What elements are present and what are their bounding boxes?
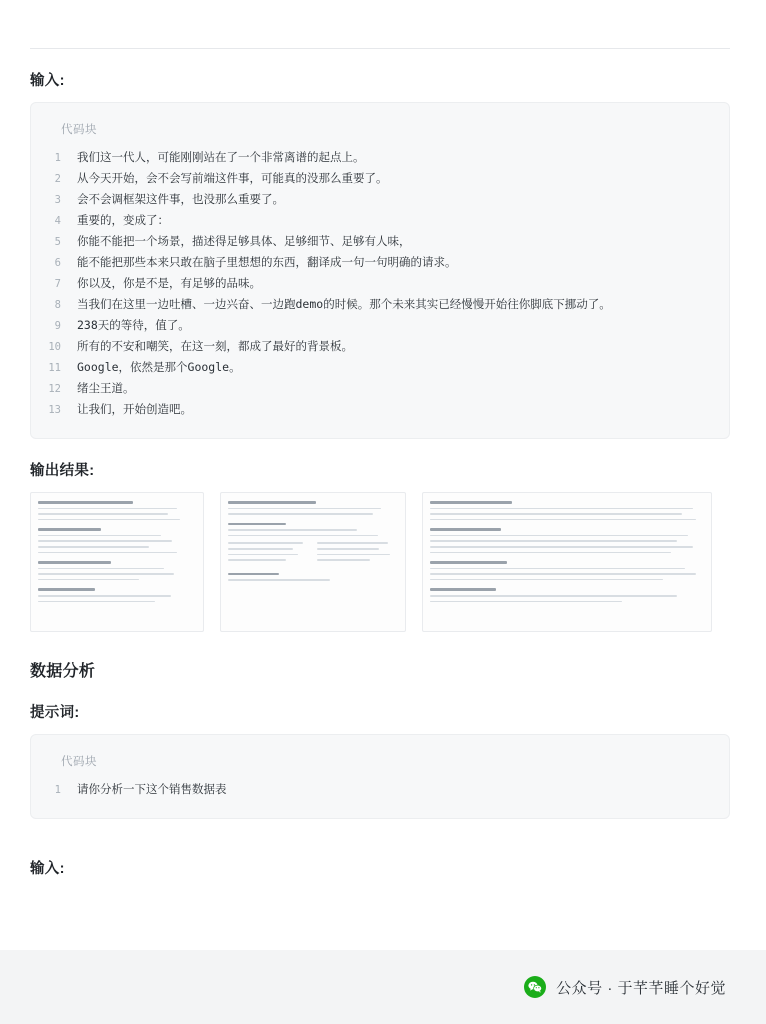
code-line-number: 8 bbox=[54, 298, 61, 311]
code-line-number: 9 bbox=[54, 319, 61, 332]
code-line-number: 1 bbox=[54, 783, 61, 796]
code-line bbox=[31, 210, 729, 231]
code-line-text: 能不能把那些本来只敢在脑子里想想的东西，翻译成一句一句明确的请求。 bbox=[77, 254, 457, 269]
code-line-text: 我们这一代人，可能刚刚站在了一个非常离谱的起点上。 bbox=[77, 149, 365, 164]
output-thumbnails bbox=[30, 492, 736, 632]
output-thumbnail-3[interactable] bbox=[422, 492, 712, 632]
codeblock-input-1 bbox=[30, 102, 730, 439]
code-line-number: 2 bbox=[54, 172, 61, 185]
code-line bbox=[31, 252, 729, 273]
code-line-number: 11 bbox=[48, 361, 61, 374]
code-line bbox=[31, 294, 729, 315]
code-line-number: 3 bbox=[54, 193, 61, 206]
code-line-number: 12 bbox=[48, 382, 61, 395]
code-line-number: 5 bbox=[54, 235, 61, 248]
output-thumbnail-1[interactable] bbox=[30, 492, 204, 632]
code-line-text: 你以及，你是不是，有足够的品味。 bbox=[77, 275, 261, 290]
code-line-text: 你能不能把一个场景，描述得足够具体、足够细节、足够有人味， bbox=[77, 233, 411, 248]
code-line-number: 4 bbox=[54, 214, 61, 227]
code-line bbox=[31, 779, 729, 800]
code-line bbox=[31, 357, 729, 378]
input-label-1: 输入: bbox=[30, 73, 65, 89]
code-line-text: 绪尘王道。 bbox=[77, 380, 135, 395]
code-line-number: 13 bbox=[48, 403, 61, 416]
code-line bbox=[31, 147, 729, 168]
code-line bbox=[31, 189, 729, 210]
wechat-account-name: 公众号 · 于芊芊睡个好觉 bbox=[556, 979, 726, 997]
code-line bbox=[31, 315, 729, 336]
code-line bbox=[31, 336, 729, 357]
code-line bbox=[31, 168, 729, 189]
code-line bbox=[31, 378, 729, 399]
code-line-text: 请你分析一下这个销售数据表 bbox=[77, 781, 227, 796]
output-label: 输出结果: bbox=[30, 463, 95, 479]
codeblock-title: 代码块 bbox=[61, 756, 97, 768]
code-line-text: 从今天开始，会不会写前端这件事，可能真的没那么重要了。 bbox=[77, 170, 388, 185]
code-line bbox=[31, 231, 729, 252]
code-line-number: 10 bbox=[48, 340, 61, 353]
code-line-text: 所有的不安和嘲笑，在这一刻，都成了最好的背景板。 bbox=[77, 338, 353, 353]
code-line-text: 重要的，变成了： bbox=[77, 212, 169, 227]
page-footer bbox=[0, 950, 766, 1024]
code-line bbox=[31, 399, 729, 420]
input-label-2: 输入: bbox=[30, 861, 65, 877]
code-line-text: 会不会调框架这件事，也没那么重要了。 bbox=[77, 191, 284, 206]
document-content bbox=[30, 0, 736, 890]
wechat-badge bbox=[524, 976, 726, 998]
data-analysis-heading: 数据分析 bbox=[30, 663, 96, 680]
code-line-text: 238天的等待，值了。 bbox=[77, 317, 190, 332]
code-line-text: 当我们在这里一边吐槽、一边兴奋、一边跑demo的时候。那个未来其实已经慢慢开始往你脚底下挪动了。 bbox=[77, 296, 611, 311]
code-line-number: 1 bbox=[54, 151, 61, 164]
output-thumbnail-2[interactable] bbox=[220, 492, 406, 632]
code-line bbox=[31, 273, 729, 294]
codeblock-prompt bbox=[30, 734, 730, 819]
code-line-number: 6 bbox=[54, 256, 61, 269]
code-line-number: 7 bbox=[54, 277, 61, 290]
code-line-text: Google，依然是那个Google。 bbox=[77, 359, 241, 374]
codeblock-title: 代码块 bbox=[61, 124, 97, 136]
wechat-icon bbox=[524, 976, 546, 998]
prompt-label: 提示词: bbox=[30, 705, 80, 721]
top-divider bbox=[30, 48, 730, 49]
code-line-text: 让我们，开始创造吧。 bbox=[77, 401, 192, 416]
